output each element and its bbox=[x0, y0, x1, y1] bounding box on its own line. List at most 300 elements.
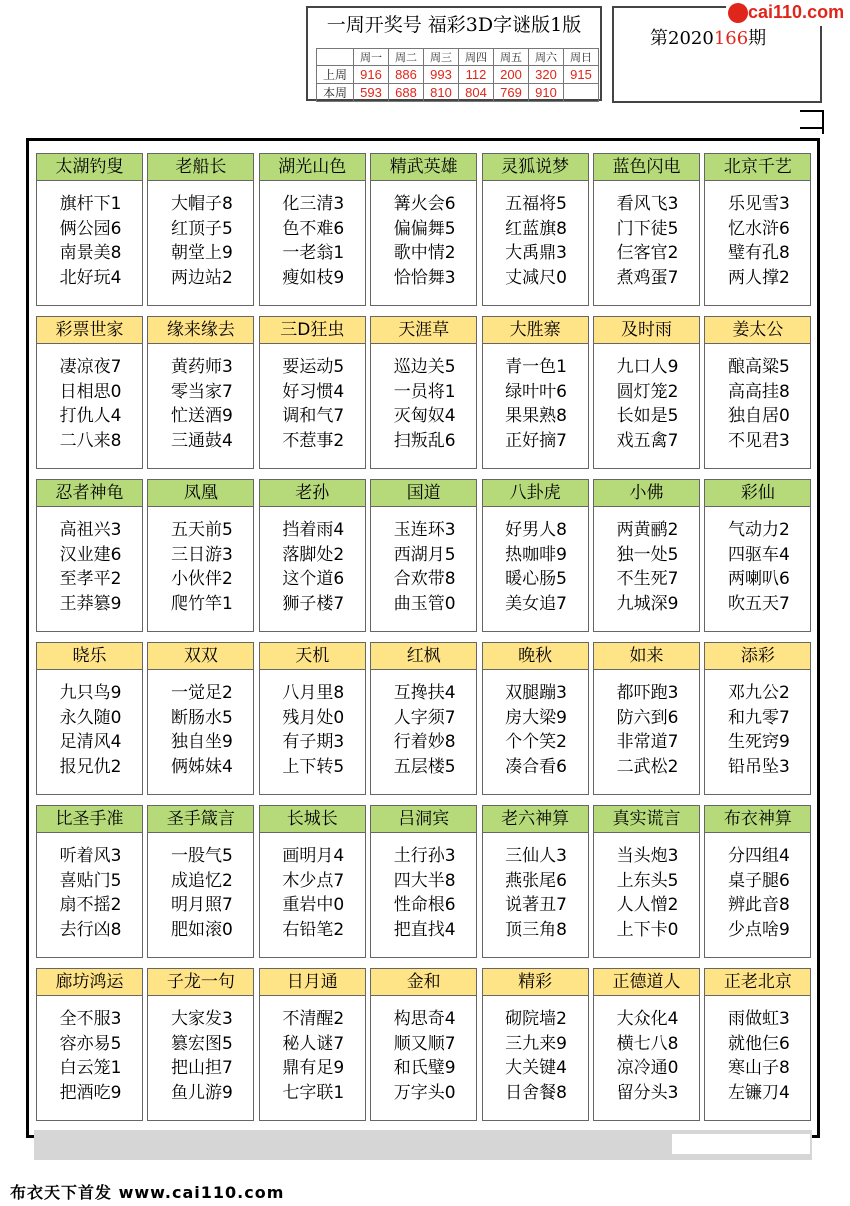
riddle-grid bbox=[26, 138, 820, 1138]
riddle-card-lines bbox=[41, 844, 140, 942]
riddle-card-title: 天机 bbox=[260, 643, 365, 670]
riddle-card-title: 大胜寨 bbox=[483, 317, 588, 344]
riddle-line: 人字须7 bbox=[393, 707, 456, 728]
riddle-card bbox=[36, 479, 143, 632]
riddle-line: 长如是5 bbox=[616, 406, 679, 426]
riddle-line: 上下卡0 bbox=[616, 919, 679, 940]
riddle-line: 和氏璧9 bbox=[393, 1058, 456, 1078]
riddle-line: 把酒吃9 bbox=[59, 1082, 122, 1103]
riddle-line: 俩姊妹4 bbox=[170, 756, 233, 777]
riddle-line: 丈减尺0 bbox=[505, 267, 567, 288]
riddle-line: 去行凶8 bbox=[59, 919, 122, 940]
riddle-card-title: 正老北京 bbox=[705, 969, 810, 996]
riddle-line: 大家发3 bbox=[170, 1009, 233, 1029]
riddle-line: 燕张尾6 bbox=[505, 870, 567, 891]
riddle-card bbox=[593, 479, 700, 632]
riddle-line: 看风飞3 bbox=[616, 194, 679, 214]
riddle-card bbox=[370, 805, 477, 958]
riddle-card bbox=[482, 805, 589, 958]
riddle-card-title: 添彩 bbox=[705, 643, 810, 670]
riddle-card bbox=[36, 968, 143, 1121]
riddle-line: 分四组4 bbox=[727, 846, 790, 866]
riddle-line: 两黄鹂2 bbox=[616, 520, 679, 540]
riddle-line: 辨此音8 bbox=[727, 895, 790, 915]
riddle-card bbox=[593, 805, 700, 958]
riddle-card bbox=[704, 805, 811, 958]
riddle-line: 把山担7 bbox=[170, 1058, 233, 1078]
riddle-line: 两喇叭6 bbox=[727, 569, 790, 589]
riddle-line: 不惹事2 bbox=[282, 430, 345, 451]
riddle-line: 大禹鼎3 bbox=[505, 243, 567, 263]
riddle-card-lines bbox=[264, 518, 363, 616]
riddle-line: 一股气5 bbox=[170, 846, 233, 866]
riddle-card-title: 子龙一句 bbox=[148, 969, 253, 996]
riddle-line: 果果熟8 bbox=[505, 406, 567, 426]
riddle-line: 五福将5 bbox=[505, 194, 567, 214]
riddle-line: 门下徒5 bbox=[616, 218, 679, 239]
riddle-line: 忆水浒6 bbox=[727, 218, 790, 239]
riddle-card bbox=[147, 968, 254, 1121]
riddle-line: 个个笑2 bbox=[505, 732, 567, 752]
riddle-card bbox=[593, 642, 700, 795]
riddle-card-title: 老孙 bbox=[260, 480, 365, 507]
riddle-line: 大帽子8 bbox=[170, 194, 233, 214]
riddle-line: 玉连环3 bbox=[393, 520, 456, 540]
riddle-line: 不见君3 bbox=[727, 430, 790, 451]
riddle-line: 好习惯4 bbox=[282, 381, 345, 402]
draw-number: 993 bbox=[424, 66, 459, 84]
riddle-card-lines bbox=[41, 355, 140, 453]
riddle-card-title: 缘来缘去 bbox=[148, 317, 253, 344]
riddle-card bbox=[704, 153, 811, 306]
riddle-line: 酿高粱5 bbox=[727, 357, 790, 377]
riddle-line: 九城深9 bbox=[616, 593, 679, 614]
riddle-card bbox=[147, 153, 254, 306]
riddle-line: 残月处0 bbox=[282, 707, 345, 728]
riddle-card-lines bbox=[598, 844, 697, 942]
riddle-line: 凄凉夜7 bbox=[59, 357, 122, 377]
riddle-card-lines bbox=[709, 1007, 808, 1105]
riddle-card-title: 北京千艺 bbox=[705, 154, 810, 181]
riddle-line: 日相思0 bbox=[59, 381, 122, 402]
riddle-card-lines bbox=[152, 681, 251, 779]
riddle-line: 三仙人3 bbox=[505, 846, 567, 866]
riddle-line: 大关键4 bbox=[505, 1058, 567, 1078]
riddle-line: 瘦如枝9 bbox=[282, 267, 345, 288]
riddle-card-lines bbox=[264, 681, 363, 779]
riddle-line: 横七八8 bbox=[616, 1033, 679, 1054]
riddle-line: 九只鸟9 bbox=[59, 683, 122, 703]
riddle-line: 非常道7 bbox=[616, 732, 679, 752]
riddle-line: 人人憎2 bbox=[616, 895, 679, 915]
footer-text: 布衣天下首发 www.cai110.com bbox=[10, 1183, 285, 1202]
riddle-card-title: 金和 bbox=[371, 969, 476, 996]
riddle-line: 邓九公2 bbox=[727, 683, 790, 703]
riddle-line: 爬竹竿1 bbox=[170, 593, 233, 614]
weekday-header-row bbox=[317, 49, 599, 66]
riddle-line: 报兄仇2 bbox=[59, 756, 122, 777]
riddle-line: 高祖兴3 bbox=[59, 520, 122, 540]
riddle-line: 当头炮3 bbox=[616, 846, 679, 866]
logo-icon bbox=[728, 3, 748, 23]
riddle-card bbox=[482, 479, 589, 632]
period-number: 第2020166期 bbox=[650, 28, 767, 49]
riddle-card-title: 凤凰 bbox=[148, 480, 253, 507]
day-label: 周三 bbox=[424, 49, 459, 66]
riddle-card bbox=[147, 479, 254, 632]
last-week-row bbox=[317, 66, 599, 84]
riddle-card-lines bbox=[375, 681, 474, 779]
riddle-card-title: 国道 bbox=[371, 480, 476, 507]
riddle-line: 曲玉管0 bbox=[393, 593, 456, 614]
riddle-line: 扫叛乱6 bbox=[393, 430, 456, 451]
riddle-card-title: 布衣神算 bbox=[705, 806, 810, 833]
riddle-line: 上下转5 bbox=[282, 756, 345, 777]
riddle-line: 雨做虹3 bbox=[727, 1009, 790, 1029]
draw-number: 915 bbox=[564, 66, 599, 84]
riddle-card-lines bbox=[152, 844, 251, 942]
draw-number: 769 bbox=[494, 84, 529, 102]
riddle-card-title: 精武英雄 bbox=[371, 154, 476, 181]
riddle-card-title: 圣手箴言 bbox=[148, 806, 253, 833]
riddle-line: 凑合看6 bbox=[505, 756, 567, 777]
riddle-card-lines bbox=[709, 355, 808, 453]
riddle-card bbox=[370, 642, 477, 795]
riddle-card-lines bbox=[375, 518, 474, 616]
day-label: 周四 bbox=[459, 49, 494, 66]
riddle-line: 大众化4 bbox=[616, 1009, 679, 1029]
riddle-card-lines bbox=[709, 844, 808, 942]
riddle-card-title: 小佛 bbox=[594, 480, 699, 507]
draw-number: 916 bbox=[354, 66, 389, 84]
riddle-card-title: 蓝色闪电 bbox=[594, 154, 699, 181]
riddle-card-lines bbox=[264, 192, 363, 290]
riddle-line: 三日游3 bbox=[170, 544, 233, 565]
riddle-card-lines bbox=[709, 681, 808, 779]
riddle-card bbox=[482, 316, 589, 469]
riddle-line: 七字联1 bbox=[282, 1082, 345, 1103]
riddle-line: 砌院墙2 bbox=[505, 1009, 567, 1029]
riddle-card-lines bbox=[152, 192, 251, 290]
riddle-line: 肥如滚0 bbox=[170, 919, 233, 940]
riddle-card-title: 天涯草 bbox=[371, 317, 476, 344]
draw-number: 810 bbox=[424, 84, 459, 102]
riddle-card-lines bbox=[41, 1007, 140, 1105]
riddle-line: 气动力2 bbox=[727, 520, 790, 540]
riddle-line: 美女追7 bbox=[505, 593, 567, 614]
day-label: 周五 bbox=[494, 49, 529, 66]
riddle-line: 好男人8 bbox=[505, 520, 567, 540]
riddle-card-lines bbox=[375, 844, 474, 942]
riddle-card-lines bbox=[41, 518, 140, 616]
riddle-line: 有子期3 bbox=[282, 732, 345, 752]
riddle-card bbox=[704, 479, 811, 632]
riddle-line: 性命根6 bbox=[393, 895, 456, 915]
riddle-line: 一觉足2 bbox=[170, 683, 233, 703]
riddle-line: 乐见雪3 bbox=[727, 194, 790, 214]
weekly-draw-table bbox=[316, 48, 599, 102]
riddle-card-lines bbox=[152, 355, 251, 453]
riddle-line: 扇不摇2 bbox=[59, 895, 122, 915]
riddle-line: 凉冷通0 bbox=[616, 1058, 679, 1078]
riddle-card-title: 彩票世家 bbox=[37, 317, 142, 344]
riddle-line: 独自坐9 bbox=[170, 732, 233, 752]
riddle-card-lines bbox=[598, 1007, 697, 1105]
riddle-line: 狮子楼7 bbox=[282, 593, 345, 614]
riddle-line: 色不难6 bbox=[282, 218, 345, 239]
riddle-line: 正好摘7 bbox=[505, 430, 567, 451]
day-label: 周六 bbox=[529, 49, 564, 66]
riddle-line: 合欢带8 bbox=[393, 569, 456, 589]
riddle-card-title: 忍者神龟 bbox=[37, 480, 142, 507]
riddle-card bbox=[593, 153, 700, 306]
riddle-card-lines bbox=[264, 355, 363, 453]
site-logo[interactable] bbox=[726, 0, 850, 26]
riddle-card-lines bbox=[152, 518, 251, 616]
riddle-line: 不清醒2 bbox=[282, 1009, 345, 1029]
riddle-card-lines bbox=[264, 1007, 363, 1105]
riddle-line: 篝火会6 bbox=[393, 194, 456, 214]
riddle-line: 朝堂上9 bbox=[170, 243, 233, 263]
this-week-row bbox=[317, 84, 599, 102]
riddle-card bbox=[482, 642, 589, 795]
riddle-card bbox=[36, 642, 143, 795]
riddle-line: 互搀扶4 bbox=[393, 683, 456, 703]
riddle-line: 鱼儿游9 bbox=[170, 1082, 233, 1103]
riddle-line: 铅吊坠3 bbox=[727, 756, 790, 777]
riddle-card-title: 吕洞宾 bbox=[371, 806, 476, 833]
riddle-line: 五天前5 bbox=[170, 520, 233, 540]
riddle-card-lines bbox=[264, 844, 363, 942]
riddle-card-lines bbox=[487, 844, 586, 942]
riddle-card-lines bbox=[709, 192, 808, 290]
riddle-line: 和九零7 bbox=[727, 707, 790, 728]
riddle-line: 红顶子5 bbox=[170, 218, 233, 239]
riddle-card-title: 双双 bbox=[148, 643, 253, 670]
riddle-line: 独自居0 bbox=[727, 406, 790, 426]
riddle-line: 双腿蹦3 bbox=[505, 683, 567, 703]
riddle-line: 高高挂8 bbox=[727, 381, 790, 402]
riddle-card-lines bbox=[487, 1007, 586, 1105]
riddle-line: 俩公园6 bbox=[59, 218, 122, 239]
draw-number: 886 bbox=[389, 66, 424, 84]
riddle-card-title: 湖光山色 bbox=[260, 154, 365, 181]
draw-number: 910 bbox=[529, 84, 564, 102]
riddle-card-lines bbox=[598, 355, 697, 453]
riddle-line: 顺又顺7 bbox=[393, 1033, 456, 1054]
riddle-card-title: 比圣手准 bbox=[37, 806, 142, 833]
riddle-line: 九口人9 bbox=[616, 357, 679, 377]
draw-number: 200 bbox=[494, 66, 529, 84]
riddle-line: 留分头3 bbox=[616, 1082, 679, 1103]
riddle-card bbox=[36, 805, 143, 958]
corner-decoration bbox=[800, 110, 824, 134]
riddle-card-lines bbox=[487, 681, 586, 779]
riddle-line: 至孝平2 bbox=[59, 569, 122, 589]
riddle-card-title: 如来 bbox=[594, 643, 699, 670]
riddle-line: 把直找4 bbox=[393, 919, 456, 940]
row-label: 本周 bbox=[317, 84, 354, 102]
riddle-line: 落脚处2 bbox=[282, 544, 345, 565]
riddle-line: 化三清3 bbox=[282, 194, 345, 214]
riddle-line: 二武松2 bbox=[616, 756, 679, 777]
riddle-line: 旗杆下1 bbox=[59, 194, 122, 214]
riddle-line: 巡边关5 bbox=[393, 357, 456, 377]
riddle-card bbox=[259, 642, 366, 795]
riddle-card bbox=[259, 805, 366, 958]
riddle-line: 璧有孔8 bbox=[727, 243, 790, 263]
riddle-card-title: 真实谎言 bbox=[594, 806, 699, 833]
riddle-card bbox=[370, 479, 477, 632]
riddle-card bbox=[147, 316, 254, 469]
riddle-line: 四大半8 bbox=[393, 870, 456, 891]
riddle-line: 说著丑7 bbox=[505, 895, 567, 915]
draw-number: 112 bbox=[459, 66, 494, 84]
riddle-line: 汉业建6 bbox=[59, 544, 122, 565]
riddle-line: 秘人谜7 bbox=[282, 1033, 345, 1054]
riddle-line: 西湖月5 bbox=[393, 544, 456, 565]
draw-number: 593 bbox=[354, 84, 389, 102]
riddle-line: 仨客官2 bbox=[616, 243, 679, 263]
riddle-line: 左镰刀4 bbox=[727, 1082, 790, 1103]
riddle-card-title: 八卦虎 bbox=[483, 480, 588, 507]
row-label: 上周 bbox=[317, 66, 354, 84]
riddle-card bbox=[36, 153, 143, 306]
riddle-card-title: 老六神算 bbox=[483, 806, 588, 833]
riddle-card bbox=[482, 968, 589, 1121]
riddle-line: 圆灯笼2 bbox=[616, 381, 679, 402]
riddle-line: 王莽篡9 bbox=[59, 593, 122, 614]
day-label: 周二 bbox=[389, 49, 424, 66]
riddle-card-title: 红枫 bbox=[371, 643, 476, 670]
riddle-line: 偏偏舞5 bbox=[393, 218, 456, 239]
riddle-line: 篡宏图5 bbox=[170, 1033, 233, 1054]
riddle-line: 顶三角8 bbox=[505, 919, 567, 940]
riddle-line: 暖心肠5 bbox=[505, 569, 567, 589]
riddle-line: 喜贴门5 bbox=[59, 870, 122, 891]
riddle-card-lines bbox=[375, 355, 474, 453]
footer-box bbox=[672, 1134, 810, 1154]
riddle-card-lines bbox=[598, 681, 697, 779]
riddle-card-title: 长城长 bbox=[260, 806, 365, 833]
riddle-line: 三九来9 bbox=[505, 1033, 567, 1054]
riddle-line: 忙送酒9 bbox=[170, 406, 233, 426]
riddle-card-title: 精彩 bbox=[483, 969, 588, 996]
riddle-card-title: 正德道人 bbox=[594, 969, 699, 996]
riddle-card-title: 太湖钓叟 bbox=[37, 154, 142, 181]
weekly-title: 一周开奖号 福彩3D字谜版1版 bbox=[326, 14, 582, 36]
riddle-card-title: 晓乐 bbox=[37, 643, 142, 670]
riddle-line: 白云笼1 bbox=[59, 1058, 122, 1078]
riddle-card-lines bbox=[598, 518, 697, 616]
riddle-line: 五层楼5 bbox=[393, 756, 456, 777]
riddle-line: 要运动5 bbox=[282, 357, 345, 377]
riddle-line: 土行孙3 bbox=[393, 846, 456, 866]
riddle-line: 绿叶叶6 bbox=[505, 381, 567, 402]
riddle-card bbox=[147, 805, 254, 958]
riddle-line: 南景美8 bbox=[59, 243, 122, 263]
riddle-card-lines bbox=[487, 518, 586, 616]
riddle-card-title: 日月通 bbox=[260, 969, 365, 996]
riddle-card-lines bbox=[152, 1007, 251, 1105]
riddle-line: 明月照7 bbox=[170, 895, 233, 915]
riddle-line: 四驱车4 bbox=[727, 544, 790, 565]
riddle-card bbox=[259, 316, 366, 469]
riddle-card-lines bbox=[487, 192, 586, 290]
riddle-card-title: 及时雨 bbox=[594, 317, 699, 344]
riddle-line: 成追忆2 bbox=[170, 870, 233, 891]
riddle-line: 重岩中0 bbox=[282, 895, 345, 915]
riddle-line: 黄药师3 bbox=[170, 357, 233, 377]
riddle-line: 两边站2 bbox=[170, 267, 233, 288]
weekly-draw-box bbox=[306, 6, 602, 101]
riddle-line: 调和气7 bbox=[282, 406, 345, 426]
riddle-line: 足清风4 bbox=[59, 732, 122, 752]
riddle-card bbox=[36, 316, 143, 469]
riddle-card bbox=[147, 642, 254, 795]
riddle-card bbox=[370, 968, 477, 1121]
riddle-line: 歌中情2 bbox=[393, 243, 456, 263]
draw-number bbox=[564, 84, 599, 102]
riddle-line: 北好玩4 bbox=[59, 267, 122, 288]
riddle-line: 桌子腿6 bbox=[727, 870, 790, 891]
riddle-card bbox=[704, 642, 811, 795]
day-label: 周一 bbox=[354, 49, 389, 66]
riddle-line: 三通鼓4 bbox=[170, 430, 233, 451]
riddle-card bbox=[259, 968, 366, 1121]
riddle-line: 戏五禽7 bbox=[616, 430, 679, 451]
riddle-card-lines bbox=[598, 192, 697, 290]
riddle-line: 煮鸡蛋7 bbox=[616, 267, 679, 288]
riddle-line: 挡着雨4 bbox=[282, 520, 345, 540]
riddle-card-lines bbox=[487, 355, 586, 453]
riddle-card-title: 彩仙 bbox=[705, 480, 810, 507]
riddle-card-title: 晚秋 bbox=[483, 643, 588, 670]
riddle-line: 万字头0 bbox=[393, 1082, 456, 1103]
riddle-line: 右铅笔2 bbox=[282, 919, 345, 940]
riddle-line: 灭匈奴4 bbox=[393, 406, 456, 426]
riddle-line: 房大梁9 bbox=[505, 707, 567, 728]
riddle-line: 生死窍9 bbox=[727, 732, 790, 752]
draw-number: 804 bbox=[459, 84, 494, 102]
riddle-line: 都吓跑3 bbox=[616, 683, 679, 703]
riddle-card-title: 三D狂虫 bbox=[260, 317, 365, 344]
day-label: 周日 bbox=[564, 49, 599, 66]
riddle-line: 一员将1 bbox=[393, 381, 456, 402]
riddle-line: 上东头5 bbox=[616, 870, 679, 891]
riddle-line: 零当家7 bbox=[170, 381, 233, 402]
riddle-line: 日舍餐8 bbox=[505, 1082, 567, 1103]
riddle-line: 两人撑2 bbox=[727, 267, 790, 288]
riddle-card bbox=[593, 968, 700, 1121]
riddle-line: 画明月4 bbox=[282, 846, 345, 866]
riddle-card-lines bbox=[41, 192, 140, 290]
riddle-card bbox=[593, 316, 700, 469]
riddle-card-lines bbox=[375, 192, 474, 290]
riddle-line: 这个道6 bbox=[282, 569, 345, 589]
riddle-line: 不生死7 bbox=[616, 569, 679, 589]
riddle-card-lines bbox=[709, 518, 808, 616]
riddle-line: 鼎有足9 bbox=[282, 1058, 345, 1078]
riddle-card-lines bbox=[41, 681, 140, 779]
riddle-line: 少点啥9 bbox=[727, 919, 790, 940]
draw-number: 320 bbox=[529, 66, 564, 84]
riddle-line: 红蓝旗8 bbox=[505, 218, 567, 239]
riddle-card-title: 廊坊鸿运 bbox=[37, 969, 142, 996]
riddle-line: 热咖啡9 bbox=[505, 544, 567, 565]
riddle-line: 寒山子8 bbox=[727, 1058, 790, 1078]
riddle-line: 就他仨6 bbox=[727, 1033, 790, 1054]
